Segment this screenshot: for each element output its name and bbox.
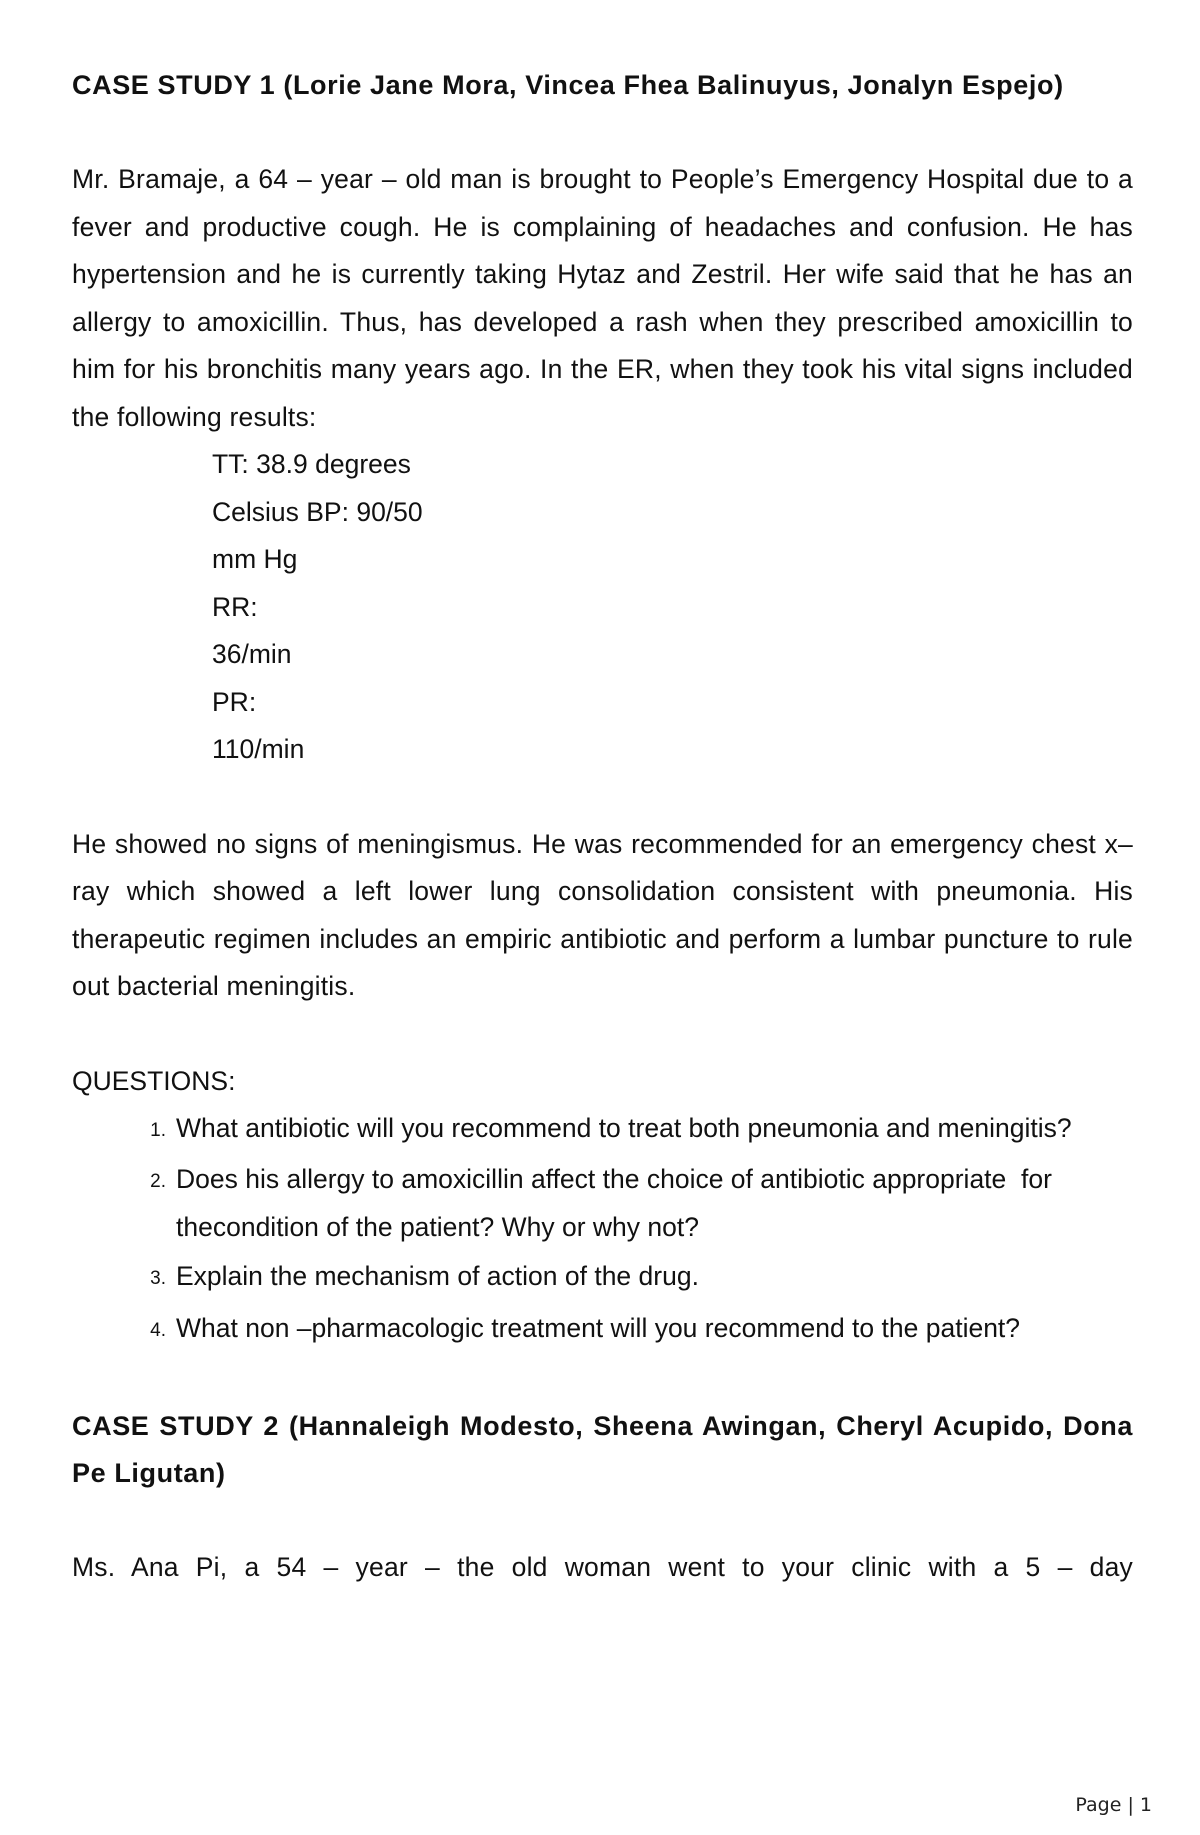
case-study-2-paragraph-1: Ms. Ana Pi, a 54 – year – the old woman went to your clinic with a 5 – day (72, 1552, 1133, 1582)
vital-sign-line: TT: 38.9 degrees (212, 449, 411, 479)
question-number: 1. (150, 1119, 166, 1141)
questions-title: QUESTIONS: (72, 1065, 236, 1096)
vital-sign-line: Celsius BP: 90/50 (212, 496, 423, 527)
case-study-1-heading: CASE STUDY 1 (Lorie Jane Mora, Vincea Fhea Balinuyus, Jonalyn Espejo) (72, 70, 1064, 100)
vital-sign-line: RR: (212, 591, 258, 622)
spacer (72, 1497, 1133, 1544)
vital-signs-list (212, 441, 1133, 774)
spacer (72, 1011, 1133, 1058)
question-text: Explain the mechanism of action of the drug. (176, 1261, 699, 1291)
vital-sign-line: 110/min (212, 734, 305, 764)
spacer (72, 1356, 1133, 1403)
question-item (72, 1156, 1133, 1251)
vital-sign-line: PR: (212, 686, 257, 717)
page-number-footer: Page | 1 (1075, 1794, 1152, 1816)
question-item (72, 1253, 1133, 1303)
spacer (72, 109, 1133, 156)
question-text: Does his allergy to amoxicillin affect the choice of antibiotic appropriate for thecondition of the patient? Why or why not? (176, 1164, 1067, 1242)
questions-list (72, 1105, 1133, 1355)
question-text: What antibiotic will you recommend to treat both pneumonia and meningitis? (176, 1112, 1072, 1143)
case-study-2-heading: CASE STUDY 2 (Hannaleigh Modesto, Sheena Awingan, Cheryl Acupido, Dona Pe Ligutan) (72, 1411, 1133, 1488)
question-text: What non –pharmacologic treatment will you recommend to the patient? (176, 1312, 1021, 1343)
spacer (72, 774, 1133, 821)
question-item (72, 1105, 1133, 1155)
case-study-1-paragraph-1: Mr. Bramaje, a 64 – year – old man is brought to People’s Emergency Hospital due to a fever and productive cough. He is complaining of headaches and confusion. He has hypertension and he is currently taking Hytaz and Zestril. Her wife said that he has an allergy to amoxicillin. Thus, has developed a rash when they prescribed amoxicillin to him for his bronchitis many years ago. In the ER, when they took his vital signs included the following results: (72, 164, 1133, 432)
case-study-1-paragraph-2: He showed no signs of meningismus. He was recommended for an emergency chest x–ray which showed a left lower lung consolidation consistent with pneumonia. His therapeutic regimen includes an empiric antibiotic and perform a lumbar puncture to rule out bacterial meningitis. (72, 828, 1133, 1001)
vital-sign-line: mm Hg (212, 544, 298, 574)
question-item (72, 1305, 1133, 1355)
vital-sign-line: 36/min (212, 639, 292, 669)
question-number: 3. (150, 1268, 166, 1289)
question-number: 4. (150, 1319, 166, 1341)
question-number: 2. (150, 1171, 166, 1192)
document-body (72, 62, 1133, 1592)
